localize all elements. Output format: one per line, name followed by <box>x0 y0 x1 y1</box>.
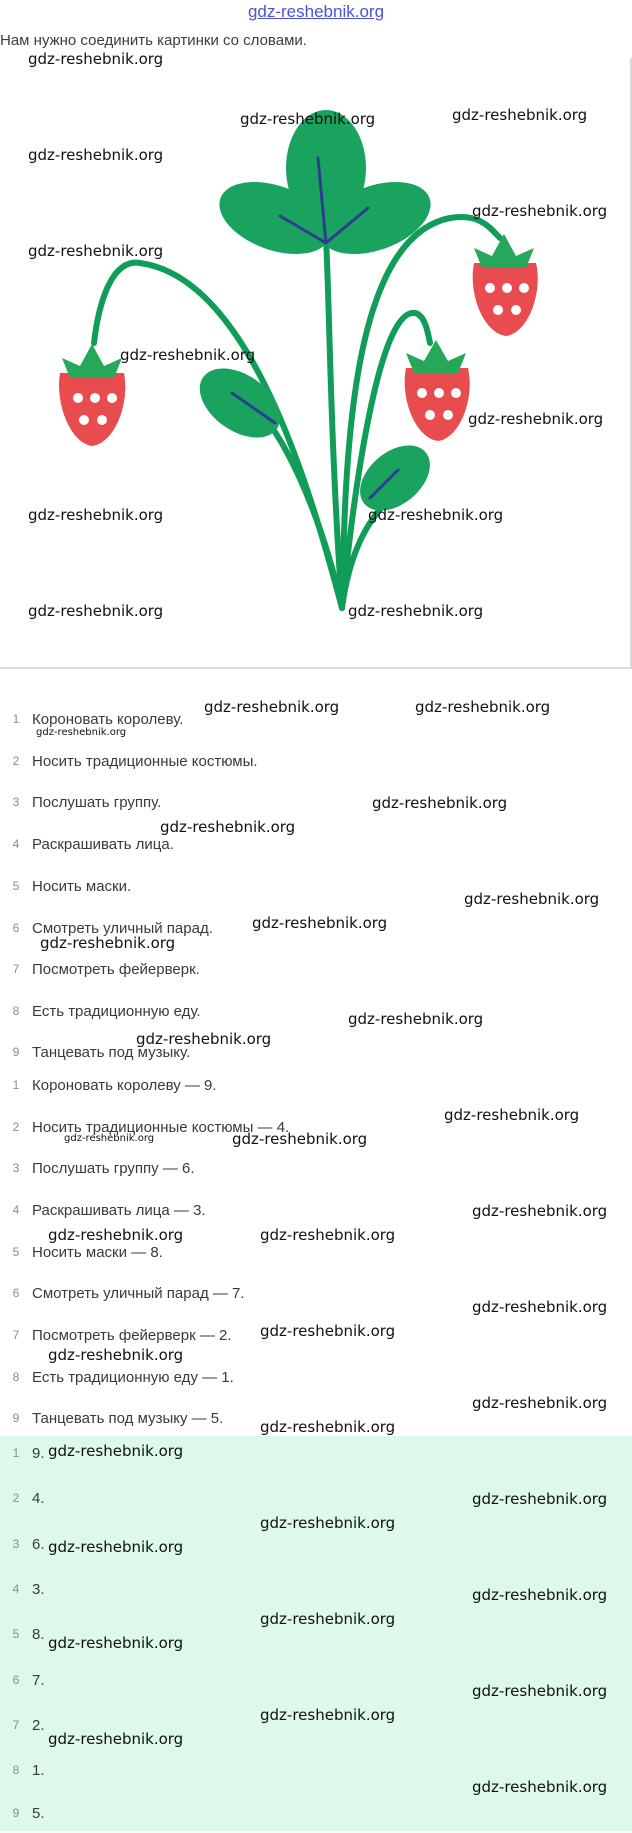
watermark: gdz-reshebnik.org <box>260 1418 396 1436</box>
item-text: Раскрашивать лица — 3. <box>32 1201 206 1219</box>
watermark: gdz-reshebnik.org <box>472 1394 608 1412</box>
watermark: gdz-reshebnik.org <box>48 1226 184 1244</box>
watermark: gdz-reshebnik.org <box>464 890 600 908</box>
item-number: 1 <box>12 1078 20 1092</box>
watermark: gdz-reshebnik.org <box>444 1106 580 1124</box>
item-number: 4 <box>12 1582 20 1596</box>
watermark: gdz-reshebnik.org <box>136 1030 272 1048</box>
item-text: Посмотреть фейерверк. <box>32 960 200 978</box>
item-number: 8 <box>12 1004 20 1018</box>
item-text: Короновать королеву — 9. <box>32 1076 217 1094</box>
watermark: gdz-reshebnik.org <box>48 1730 184 1748</box>
list-item <box>0 1398 223 1438</box>
list-item <box>0 1065 217 1105</box>
watermark: gdz-reshebnik.org <box>48 1442 184 1460</box>
list-item <box>0 1614 45 1654</box>
list-item <box>0 866 131 906</box>
item-number: 5 <box>12 879 20 893</box>
watermark: gdz-reshebnik.org <box>348 602 484 620</box>
item-number: 4 <box>12 1203 20 1217</box>
item-text: 8. <box>32 1625 45 1643</box>
item-text: Танцевать под музыку — 5. <box>32 1409 224 1427</box>
list-item <box>0 949 200 989</box>
item-text: Короновать королеву. <box>32 710 184 728</box>
watermark: gdz-reshebnik.org <box>252 914 388 932</box>
watermark: gdz-reshebnik.org <box>468 410 604 428</box>
item-text: Есть традиционную еду — 1. <box>32 1368 234 1386</box>
item-number: 9 <box>12 1045 20 1059</box>
item-number: 6 <box>12 1286 20 1300</box>
list-item <box>0 991 201 1031</box>
item-number: 7 <box>12 1718 20 1732</box>
item-text: 9. <box>32 1444 45 1462</box>
list-item <box>0 1750 45 1790</box>
item-number: 7 <box>12 1328 20 1342</box>
list-item <box>0 824 174 864</box>
watermark: gdz-reshebnik.org <box>260 1226 396 1244</box>
item-text: 5. <box>32 1804 45 1822</box>
item-number: 5 <box>12 1627 20 1641</box>
item-number: 8 <box>12 1370 20 1384</box>
watermark: gdz-reshebnik.org <box>232 1130 368 1148</box>
list-item <box>0 1660 45 1700</box>
item-number: 2 <box>12 1120 20 1134</box>
item-number: 6 <box>12 921 20 935</box>
item-number: 3 <box>12 1161 20 1175</box>
watermark: gdz-reshebnik.org <box>204 698 340 716</box>
item-number: 9 <box>12 1411 20 1425</box>
watermark: gdz-reshebnik.org <box>472 1682 608 1700</box>
list-item <box>0 1705 45 1745</box>
watermark: gdz-reshebnik.org <box>372 794 508 812</box>
watermark: gdz-reshebnik.org <box>48 1634 184 1652</box>
watermark: gdz-reshebnik.org <box>40 934 176 952</box>
item-text: Смотреть уличный парад — 7. <box>32 1284 245 1302</box>
watermark: gdz-reshebnik.org <box>48 1538 184 1556</box>
watermark: gdz-reshebnik.org <box>348 1010 484 1028</box>
item-number: 3 <box>12 1537 20 1551</box>
watermark: gdz-reshebnik.org <box>472 1586 608 1604</box>
item-text: 4. <box>32 1489 45 1507</box>
item-number: 7 <box>12 962 20 976</box>
item-text: 1. <box>32 1761 45 1779</box>
item-number: 6 <box>12 1673 20 1687</box>
item-text: Носить традиционные костюмы. <box>32 752 258 770</box>
watermark: gdz-reshebnik.org <box>260 1514 396 1532</box>
watermark: gdz-reshebnik.org <box>64 1133 155 1144</box>
item-text: Носить маски — 8. <box>32 1243 163 1261</box>
list-item <box>0 1148 195 1188</box>
watermark: gdz-reshebnik.org <box>472 202 608 220</box>
watermark: gdz-reshebnik.org <box>48 1346 184 1364</box>
item-text: Есть традиционную еду. <box>32 1002 201 1020</box>
item-number: 2 <box>12 1491 20 1505</box>
site-link[interactable]: gdz-reshebnik.org <box>247 2 385 21</box>
watermark: gdz-reshebnik.org <box>472 1298 608 1316</box>
watermark: gdz-reshebnik.org <box>452 106 588 124</box>
watermark: gdz-reshebnik.org <box>260 1610 396 1628</box>
item-number: 5 <box>12 1245 20 1259</box>
item-number: 9 <box>12 1806 20 1820</box>
item-text: Танцевать под музыку. <box>32 1043 191 1061</box>
list-item <box>0 1569 45 1609</box>
watermark: gdz-reshebnik.org <box>120 346 256 364</box>
watermark: gdz-reshebnik.org <box>28 242 164 260</box>
watermark: gdz-reshebnik.org <box>28 50 164 68</box>
list-item <box>0 1433 45 1473</box>
item-number: 8 <box>12 1763 20 1777</box>
item-text: 2. <box>32 1716 45 1734</box>
list-item <box>0 741 258 781</box>
watermark: gdz-reshebnik.org <box>28 506 164 524</box>
watermark: gdz-reshebnik.org <box>160 818 296 836</box>
list-item <box>0 1524 45 1564</box>
item-text: Раскрашивать лица. <box>32 835 174 853</box>
watermark: gdz-reshebnik.org <box>472 1778 608 1796</box>
list-item <box>0 1793 45 1833</box>
list-item <box>0 1190 206 1230</box>
watermark: gdz-reshebnik.org <box>36 727 127 738</box>
item-text: Смотреть уличный парад. <box>32 919 213 937</box>
list-item <box>0 1273 245 1313</box>
item-text: 3. <box>32 1580 45 1598</box>
watermark: gdz-reshebnik.org <box>472 1202 608 1220</box>
item-text: Носить традиционные костюмы — 4. <box>32 1118 290 1136</box>
item-text: 6. <box>32 1535 45 1553</box>
task-instruction: Нам нужно соединить картинки со словами. <box>0 32 307 49</box>
item-text: Носить маски. <box>32 877 132 895</box>
watermark: gdz-reshebnik.org <box>472 1490 608 1508</box>
item-number: 1 <box>12 712 20 726</box>
list-item <box>0 782 161 822</box>
item-number: 2 <box>12 754 20 768</box>
watermark: gdz-reshebnik.org <box>368 506 504 524</box>
watermark: gdz-reshebnik.org <box>415 698 551 716</box>
watermark: gdz-reshebnik.org <box>240 110 376 128</box>
item-text: 7. <box>32 1671 45 1689</box>
watermark: gdz-reshebnik.org <box>28 602 164 620</box>
watermark: gdz-reshebnik.org <box>260 1706 396 1724</box>
item-text: Посмотреть фейерверк — 2. <box>32 1326 232 1344</box>
list-item <box>0 1478 45 1518</box>
item-number: 3 <box>12 795 20 809</box>
watermark: gdz-reshebnik.org <box>28 146 164 164</box>
item-text: Послушать группу. <box>32 793 162 811</box>
item-number: 4 <box>12 837 20 851</box>
item-number: 1 <box>12 1446 20 1460</box>
watermark: gdz-reshebnik.org <box>260 1322 396 1340</box>
item-text: Послушать группу — 6. <box>32 1159 195 1177</box>
